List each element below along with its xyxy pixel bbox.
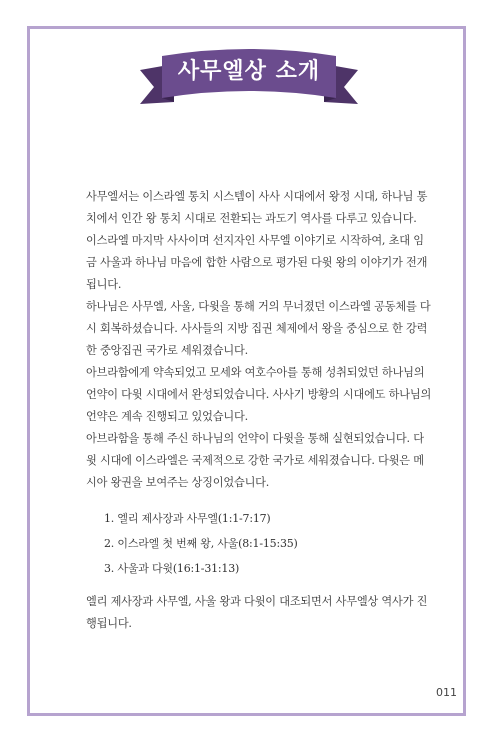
outline-list-wrap	[86, 506, 432, 581]
page-number: 011	[436, 686, 457, 699]
intro-paragraph: 아브라함을 통해 주신 하나님의 언약이 다윗을 통해 실현되었습니다. 다윗 시대에 이스라엘은 국제적으로 강한 국가로 세워졌습니다. 다윗은 메시아 왕권을 보여주는 상징이었습니다.	[86, 432, 424, 489]
outline-list	[86, 506, 432, 581]
content-body	[86, 186, 432, 635]
intro-paragraph: 아브라함에게 약속되었고 모세와 여호수아를 통해 성취되었던 하나님의 언약이 다윗 시대에서 완성되었습니다. 사사기 방황의 시대에도 하나님의 언약은 계속 진행되고 있었습니다.	[86, 366, 432, 423]
intro-paragraph: 사무엘서는 이스라엘 통치 시스템이 사사 시대에서 왕정 시대, 하나님 통치에서 인간 왕 통치 시대로 전환되는 과도기 역사를 다루고 있습니다.	[86, 190, 428, 225]
title-banner	[140, 40, 358, 112]
intro-paragraph: 이스라엘 마지막 사사이며 선지자인 사무엘 이야기로 시작하여, 초대 임금 사울과 하나님 마음에 합한 사람으로 평가된 다윗 왕의 이야기가 전개됩니다.	[86, 234, 428, 291]
list-item: 1. 엘리 제사장과 사무엘(1:1-7:17)	[104, 512, 271, 525]
list-item: 2. 이스라엘 첫 번째 왕, 사울(8:1-15:35)	[104, 537, 298, 550]
closing-paragraph: 엘리 제사장과 사무엘, 사울 왕과 다윗이 대조되면서 사무엘상 역사가 진행됩니다.	[86, 595, 428, 630]
list-item: 3. 사울과 다윗(16:1-31:13)	[104, 562, 240, 575]
page-title: 사무엘상 소개	[177, 59, 321, 84]
intro-paragraph: 하나님은 사무엘, 사울, 다윗을 통해 거의 무너졌던 이스라엘 공동체를 다시 회복하셨습니다. 사사들의 지방 집권 체제에서 왕을 중심으로 한 강력한 중앙집권 국가로 세워졌습니다.	[86, 300, 431, 357]
